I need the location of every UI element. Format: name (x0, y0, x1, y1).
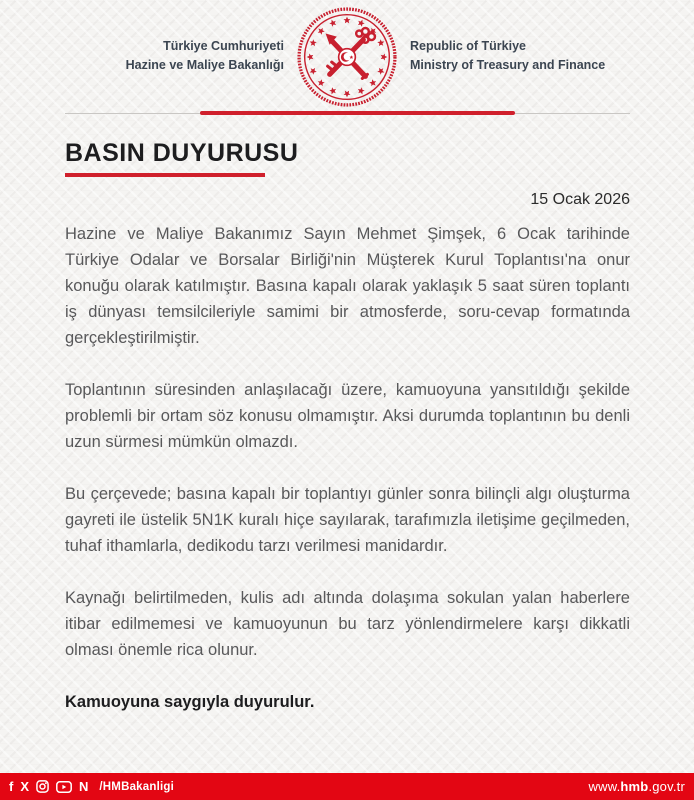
org-en-line1: Republic of Türkiye (410, 39, 526, 54)
social-handle: /HMBakanligi (99, 780, 175, 793)
org-tr-line2: Hazine ve Maliye Bakanlığı (125, 58, 284, 72)
paragraph: Hazine ve Maliye Bakanımız Sayın Mehmet Şimşek, 6 Ocak tarihinde Türkiye Odalar ve Borsalar Birliği'nin Müşterek Kurul Toplantısı'na onur konuğu olarak katılmıştır. Basına kapalı olarak yaklaşık 5 saat süren toplantı iş dünyası temsilcileriyle samimi bir atmosferde, soru-cevap formatında gerçekleştirilmiştir. (65, 225, 630, 347)
org-tr-line1: Türkiye Cumhuriyeti (163, 39, 284, 54)
org-en-line2: Ministry of Treasury and Finance (410, 58, 606, 72)
paragraph: Bu çerçevede; basına kapalı bir toplantıyı günler sonra bilinçli algı oluşturma gayreti ile üstelik 5N1K kuralı hiçe sayılarak, tarafımızla iletişime geçilmeden, tuhaf ithamlarla, dedikodu tarzı verilmesi manidardır. (65, 485, 630, 555)
youtube-icon (56, 781, 72, 793)
nsosyal-icon: N (79, 779, 89, 794)
facebook-icon: f (9, 779, 14, 794)
closing-line: Kamuoyuna saygıyla duyurulur. (65, 693, 315, 711)
header-divider-accent (200, 111, 515, 115)
paragraph: Toplantının süresinden anlaşılacağı üzere, kamuoyuna yansıtıldığı şekilde problemli bir ortam söz konusu olmamıştır. Aksi durumda toplantının bu denli uzun sürmesi mümkün olmazdı. (65, 381, 630, 451)
instagram-icon (36, 780, 49, 793)
website-suffix: .gov.tr (648, 779, 685, 794)
x-icon: X (20, 779, 30, 794)
announcement-date: 15 Ocak 2026 (530, 191, 630, 208)
ministry-seal-icon (296, 6, 398, 108)
footer-bar (0, 773, 694, 800)
paragraph: Kaynağı belirtilmeden, kulis adı altında dolaşıma sokulan yalan haberlere itibar edilmemesi ve kamuoyunun bu tarz yönlendirmelere karşı dikkatli olması önemle rica olunur. (65, 589, 630, 659)
title-underline (65, 173, 265, 177)
website-prefix: www. (588, 779, 621, 794)
page-title: BASIN DUYURUSU (65, 139, 299, 167)
header (0, 0, 694, 112)
announcement-body (65, 221, 630, 741)
social-icons (9, 780, 174, 793)
org-name-english (410, 37, 642, 75)
website-domain: hmb (620, 779, 649, 794)
org-name-turkish (52, 37, 284, 75)
website-url (589, 779, 685, 794)
